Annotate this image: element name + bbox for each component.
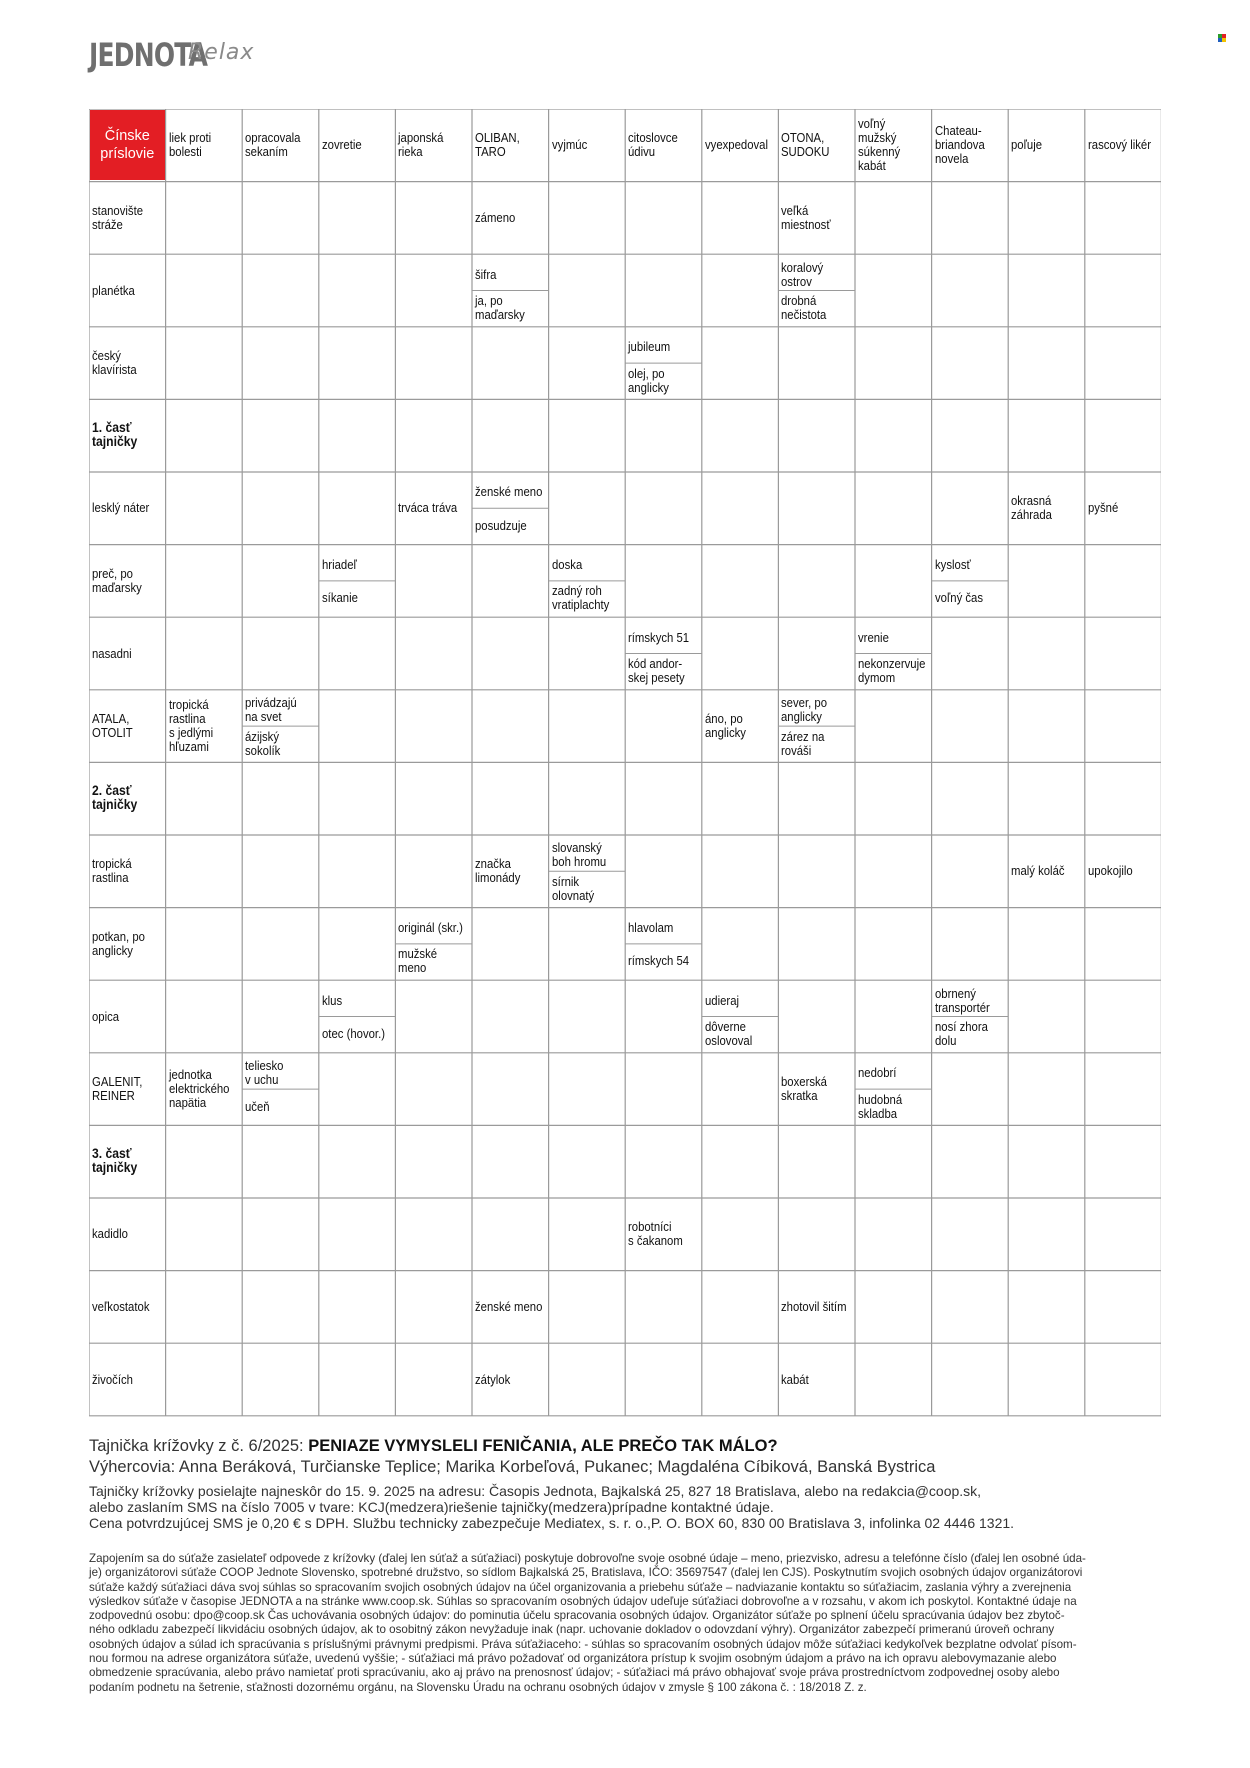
- inner-clue: [628, 1220, 683, 1248]
- clue-line: stráže: [92, 217, 123, 232]
- legal-line: výsledkov súťaže v časopise JEDNOTA a na stránke www.coop.sk. Súhlas so spracovaním osobných údajov udeľuje súťažiaci dobrovoľne a v rozsahu, v akom ich poskytol. Kontaktné údaje na: [89, 1594, 1077, 1608]
- clue-line: dymom: [858, 670, 896, 685]
- instructions-line-2: alebo zaslaním SMS na číslo 7005 v tvare: KCJ(medzera)riešenie tajničky(medzera)prípadne kontaktné údaje.: [89, 1499, 774, 1515]
- clue-line: ja, po: [475, 293, 503, 308]
- left-clue: [92, 421, 137, 449]
- inner-clue: [628, 367, 669, 395]
- clue-line: meno: [398, 961, 427, 976]
- clue-line: privádzajú: [245, 696, 297, 711]
- inner-clue: [475, 857, 520, 885]
- clue-line: citoslovce: [628, 131, 678, 146]
- inner-clue: [245, 1059, 283, 1087]
- clue-line: klus: [321, 993, 342, 1008]
- clue-line: súkenný: [858, 145, 901, 160]
- top-clue: [169, 131, 211, 159]
- clue-line: učeň: [245, 1099, 270, 1114]
- inner-clue: [169, 1068, 229, 1110]
- inner-clue: [552, 841, 606, 869]
- clue-line: pyšné: [1087, 501, 1119, 516]
- clue-line: kabát: [858, 159, 886, 174]
- clue-line: kód andor-: [628, 656, 683, 671]
- clue-line: tajničky: [92, 796, 138, 812]
- legal-line: osobných údajov a súlad ich spracúvania s príslušnými právnymi predpismi. Práva súťažiaceho: - súhlas so spracovaním osobných údajov môže súťažiaci kedykoľvek bezplatne odvolať písom-: [89, 1637, 1077, 1651]
- clue-line: originál (skr.): [398, 920, 464, 935]
- left-clue: [92, 1075, 142, 1103]
- clue-line: limonády: [475, 871, 521, 886]
- clue-line: sever, po: [781, 696, 828, 711]
- clue-line: zovretie: [321, 138, 362, 153]
- clue-line: v uchu: [245, 1073, 279, 1088]
- clue-line: vrenie: [858, 630, 889, 645]
- clue-line: GALENIT,: [92, 1075, 143, 1090]
- inner-clue: [781, 696, 827, 724]
- inner-clue: [781, 261, 823, 289]
- inner-clue: [1088, 864, 1133, 878]
- clue-line: kadidlo: [92, 1227, 128, 1242]
- clue-line: jubileum: [628, 340, 671, 355]
- left-clue: [92, 930, 145, 958]
- inner-clue: [552, 875, 594, 903]
- instructions-line-3: Cena potvrdzujúcej SMS je 0,20 € s DPH. Službu technicky zabezpečuje Mediatex, s. r. o.,P. O. BOX 60, 830 00 Bratislava 3, infolinka 02 4446 1321.: [89, 1515, 1015, 1531]
- clue-line: 2. časť: [92, 782, 132, 798]
- clue-line: opracovala: [245, 131, 301, 146]
- clue-line: český: [92, 349, 121, 364]
- clue-line: olej, po: [628, 366, 665, 381]
- clue-line: vratiplachty: [551, 598, 609, 613]
- inner-clue: [628, 657, 685, 685]
- inner-clue: [475, 485, 542, 499]
- clue-line: s jedlými: [168, 726, 213, 741]
- clue-line: bolesti: [168, 145, 202, 160]
- clue-line: transportér: [934, 1000, 990, 1015]
- inner-clue: [1088, 501, 1118, 515]
- clue-line: šifra: [475, 267, 497, 282]
- left-clue: [92, 857, 132, 885]
- clue-line: stanovište: [92, 203, 144, 218]
- inner-clue: [781, 1075, 827, 1103]
- clue-line: udieraj: [704, 993, 739, 1008]
- solution-line: [89, 1437, 778, 1456]
- clue-line: OTONA,: [781, 131, 825, 146]
- clue-line: rascový likér: [1087, 138, 1151, 153]
- top-clue: [322, 138, 362, 152]
- clue-line: zámeno: [475, 210, 516, 225]
- clue-line: planétka: [92, 283, 135, 298]
- inner-clue: [935, 558, 971, 572]
- clue-line: veľká: [781, 203, 809, 218]
- clue-line: ATALA,: [92, 712, 130, 727]
- clue-line: hlavolam: [628, 920, 674, 935]
- inner-clue: [705, 712, 746, 740]
- inner-clue: [628, 631, 689, 645]
- clue-line: príslovie: [100, 146, 155, 163]
- clue-line: doska: [551, 557, 582, 572]
- clue-line: kyslosť: [934, 557, 971, 572]
- left-clue: [92, 647, 132, 661]
- inner-clue: [858, 631, 889, 645]
- clue-line: vyjmúc: [551, 138, 587, 153]
- clue-line: boxerská: [781, 1075, 828, 1090]
- clue-line: dolu: [934, 1033, 957, 1048]
- clue-line: zhotovil šitím: [781, 1299, 847, 1314]
- clue-line: dôverne: [704, 1019, 746, 1034]
- top-clue: [245, 131, 300, 159]
- inner-clue: [475, 294, 525, 322]
- top-clue: [552, 138, 587, 152]
- clue-line: nekonzervuje: [858, 656, 926, 671]
- clue-line: údivu: [628, 145, 656, 160]
- clue-line: rieka: [398, 145, 423, 160]
- clue-line: japonská: [398, 131, 444, 146]
- clue-line: zátylok: [475, 1372, 511, 1387]
- clue-line: otec (hovor.): [321, 1026, 385, 1041]
- clue-line: veľkostatok: [92, 1299, 150, 1314]
- inner-clue: [322, 558, 357, 572]
- clue-line: lesklý náter: [92, 501, 150, 516]
- clue-line: skratka: [781, 1089, 818, 1104]
- clue-line: Chateau-: [934, 124, 982, 139]
- top-clue: [1088, 138, 1151, 152]
- inner-clue: [475, 268, 496, 282]
- clue-line: živočích: [92, 1372, 133, 1387]
- clue-line: napätia: [168, 1096, 206, 1111]
- left-clue: [92, 567, 142, 595]
- inner-clue: [169, 698, 213, 754]
- clue-line: oslovoval: [704, 1033, 753, 1048]
- clue-line: elektrického: [168, 1082, 230, 1097]
- clue-line: TARO: [475, 145, 506, 160]
- clue-line: trváca tráva: [398, 501, 458, 516]
- inner-clue: [552, 584, 609, 612]
- clue-line: posudzuje: [475, 518, 527, 533]
- inner-clue: [858, 657, 925, 685]
- clue-line: hľuzami: [168, 740, 209, 755]
- left-clue: [92, 712, 133, 740]
- clue-line: poľuje: [1011, 138, 1043, 153]
- legal-text: [89, 1552, 1161, 1695]
- inner-clue: [1011, 864, 1065, 878]
- clue-line: koralový: [781, 260, 824, 275]
- left-clue: [92, 1010, 119, 1024]
- inner-clue: [322, 1027, 385, 1041]
- top-clue: [398, 131, 443, 159]
- left-clue: [92, 204, 143, 232]
- clue-line: voľný čas: [934, 591, 983, 606]
- inner-clue: [475, 519, 527, 533]
- left-clue: [92, 349, 137, 377]
- clue-line: malý koláč: [1011, 864, 1065, 879]
- clue-line: sokolík: [245, 743, 281, 758]
- inner-clue: [552, 558, 582, 572]
- clue-line: rováši: [781, 743, 812, 758]
- clue-line: nasadni: [92, 646, 132, 661]
- clue-line: teliesko: [245, 1059, 284, 1074]
- clue-line: ženské meno: [475, 1299, 543, 1314]
- clue-line: ostrov: [781, 274, 813, 289]
- clue-line: hriadeľ: [321, 557, 357, 572]
- clue-line: 1. časť: [92, 419, 132, 435]
- inner-clue: [245, 730, 280, 758]
- inner-clue: [628, 954, 689, 968]
- inner-clue: [1011, 494, 1052, 522]
- clue-line: mužské: [398, 947, 438, 962]
- clue-line: tropická: [92, 857, 132, 872]
- clue-line: Čínske: [104, 128, 150, 145]
- clue-line: anglicky: [704, 726, 746, 741]
- legal-line: ného odkladu zabezpečí likvidáciu osobných údajov, ak to osobitný zákon nevyžaduje inak (napr. uchovanie dokladov o odovzdaní výhry). Organizátor zabezpečí primeranú úroveň ochrany: [89, 1623, 1055, 1637]
- inner-clue: [858, 1066, 896, 1080]
- clue-line: tropická: [168, 698, 209, 713]
- clue-line: skej pesety: [628, 670, 685, 685]
- clue-line: mužský: [858, 131, 897, 146]
- clue-line: áno, po: [704, 712, 743, 727]
- inner-clue: [628, 340, 670, 354]
- clue-line: sírnik: [551, 874, 579, 889]
- clue-line: skladba: [858, 1106, 898, 1121]
- clue-line: boh hromu: [551, 855, 606, 870]
- inner-clue: [705, 994, 739, 1008]
- solution-text: PENIAZE VYMYSLELI FENIČANIA, ALE PREČO TAK MÁLO?: [308, 1437, 778, 1455]
- inner-clue: [475, 211, 515, 225]
- clue-line: anglicky: [781, 710, 823, 725]
- left-clue: [92, 501, 149, 515]
- crossword-grid: [89, 109, 1161, 1417]
- clue-line: anglicky: [92, 943, 133, 958]
- inner-clue: [398, 947, 437, 975]
- clue-line: miestnosť: [781, 217, 832, 232]
- clue-line: anglicky: [628, 380, 670, 395]
- clue-line: zárez na: [781, 729, 825, 744]
- solution-prefix: Tajnička krížovky z č. 6/2025:: [89, 1437, 309, 1455]
- clue-line: preč, po: [92, 566, 133, 581]
- clue-line: hudobná: [858, 1092, 903, 1107]
- clue-line: tajničky: [92, 1159, 138, 1175]
- inner-clue: [858, 1093, 902, 1121]
- left-clue: [92, 784, 137, 812]
- color-dots-icon: [1218, 34, 1226, 42]
- winners-line: Výhercovia: Anna Beráková, Turčianske Teplice; Marika Korbeľová, Pukanec; Magdaléna Cíbiková, Banská Bystrica: [89, 1458, 936, 1476]
- legal-line: je) organizátorovi súťaže COOP Jednote Slovensko, spotrebné družstvo, so sídlom Bajkalská 25, Bratislava, IČO: 35697547 (ďalej len CJS). Poskytnutím svojich osobných údajov organizátorovi: [89, 1566, 1083, 1580]
- clue-line: liek proti: [168, 131, 211, 146]
- clue-line: novela: [934, 152, 969, 167]
- clue-line: ženské meno: [475, 485, 543, 500]
- left-clue: [92, 1227, 128, 1241]
- inner-clue: [398, 921, 463, 935]
- clue-line: rímskych 54: [628, 954, 690, 969]
- clue-line: rastlina: [168, 712, 206, 727]
- clue-line: drobná: [781, 293, 817, 308]
- top-clue: [1011, 138, 1042, 152]
- clue-line: OLIBAN,: [475, 131, 520, 146]
- clue-line: sekaním: [245, 145, 289, 160]
- relax-label: Relax: [188, 40, 255, 65]
- inner-clue: [781, 730, 824, 758]
- inner-clue: [322, 591, 358, 605]
- clue-line: OTOLIT: [92, 726, 133, 741]
- left-clue: [92, 1373, 133, 1387]
- clue-line: tajničky: [92, 433, 138, 449]
- clue-line: kabát: [781, 1372, 810, 1387]
- inner-clue: [935, 591, 983, 605]
- legal-line: zodpovednú osobu: dpo@coop.sk Čas uchovávania osobných údajov: do pominutia účelu spracovania osobných údajov. Organizátor súťaže po splnení účelu spracúvania údajov bez zbytoč-: [89, 1609, 1065, 1623]
- inner-clue: [245, 1100, 270, 1114]
- clue-line: nečistota: [781, 307, 827, 322]
- clue-line: jednotka: [168, 1068, 212, 1083]
- inner-clue: [398, 501, 457, 515]
- inner-clue: [781, 204, 831, 232]
- clue-line: síkanie: [321, 591, 358, 606]
- clue-line: klavírista: [92, 363, 137, 378]
- clue-line: na svet: [245, 710, 282, 725]
- clue-line: opica: [92, 1009, 120, 1024]
- legal-line: súťaže každý súťažiaci dáva svoj súhlas so spracovaním svojich osobných údajov na účel organizovania a priebehu súťaže – nadviazanie kontaktu so súťažiacim, zaslania výhry a zverejnenia: [89, 1580, 1072, 1594]
- clue-line: robotníci: [628, 1220, 672, 1235]
- legal-line: nou formou na adrese organizátora súťaže, uvedenú vyššie; - súťažiaci má právo požadovať od organizátora prístup k svojim osobným údajom a právo na ich opravu alebovymazanie alebo: [89, 1652, 1057, 1666]
- clue-line: ázijský: [245, 729, 280, 744]
- clue-line: potkan, po: [92, 929, 145, 944]
- left-clue: [92, 1147, 137, 1175]
- top-clue: [475, 131, 520, 159]
- top-clue: [858, 117, 900, 173]
- clue-line: slovanský: [551, 841, 602, 856]
- clue-line: SUDOKU: [781, 145, 830, 160]
- inner-clue: [628, 921, 673, 935]
- inner-clue: [935, 987, 990, 1015]
- clue-line: vyexpedoval: [704, 138, 768, 153]
- clue-line: voľný: [858, 117, 886, 132]
- inner-clue: [322, 994, 342, 1008]
- clue-line: maďarsky: [92, 580, 142, 595]
- clue-line: 3. časť: [92, 1145, 132, 1161]
- jednota-logo: JEDNOTA: [89, 36, 208, 74]
- clue-line: nedobrí: [858, 1066, 897, 1081]
- clue-line: značka: [475, 857, 511, 872]
- left-clue: [92, 284, 135, 298]
- instructions-line-1: Tajničky krížovky posielajte najneskôr do 15. 9. 2025 na adresu: Časopis Jednota, Bajkalská 25, 827 18 Bratislava, alebo na redakcia@coop.sk,: [89, 1483, 982, 1499]
- legal-line: podaním podnetu na šetrenie, sťažnosti dozornému orgánu, na Slovensku Úradu na ochranu osobných údajov v zmysle § 100 zákona č. : 18/2018 Z. z.: [89, 1680, 867, 1694]
- inner-clue: [781, 294, 826, 322]
- clue-line: nosí zhora: [934, 1019, 988, 1034]
- clue-line: rastlina: [92, 871, 129, 886]
- clue-line: záhrada: [1011, 508, 1053, 523]
- inner-clue: [475, 1300, 542, 1314]
- inner-clue: [245, 696, 297, 724]
- clue-line: upokojilo: [1087, 864, 1133, 879]
- clue-line: zadný roh: [551, 584, 602, 599]
- top-clue: [705, 138, 768, 152]
- top-clue: [628, 131, 678, 159]
- inner-clue: [705, 1020, 752, 1048]
- clue-line: briandova: [934, 138, 985, 153]
- clue-line: maďarsky: [475, 307, 525, 322]
- inner-clue: [475, 1373, 510, 1387]
- brand-logo: [89, 36, 255, 74]
- clue-line: okrasná: [1011, 494, 1052, 509]
- left-clue: [92, 1300, 149, 1314]
- inner-clue: [935, 1020, 988, 1048]
- legal-line: Zapojením sa do súťaže zasielateľ odpovede z krížovky (ďalej len súťaž a súťažiaci) poskytuje dobrovoľne svoje osobné údaje – meno, priezvisko, adresu a telefónne číslo (ďalej len osobné úda-: [89, 1552, 1086, 1565]
- clue-line: s čakanom: [628, 1234, 684, 1249]
- legal-line: obmedzenie spracúvania, alebo právo namietať proti spracúvaniu, ako aj právo na prenosnosť údajov; - súťažiaci má právo obhajovať svoje práva prostredníctvom zodpovednej osoby alebo: [89, 1666, 1060, 1680]
- clue-line: olovnatý: [551, 888, 594, 903]
- header-clue: [90, 127, 165, 163]
- inner-clue: [781, 1300, 847, 1314]
- clue-line: REINER: [92, 1089, 135, 1104]
- top-clue: [935, 124, 985, 166]
- clue-line: rímskych 51: [628, 630, 690, 645]
- top-clue: [781, 131, 830, 159]
- clue-line: obrnený: [934, 986, 976, 1001]
- inner-clue: [781, 1373, 809, 1387]
